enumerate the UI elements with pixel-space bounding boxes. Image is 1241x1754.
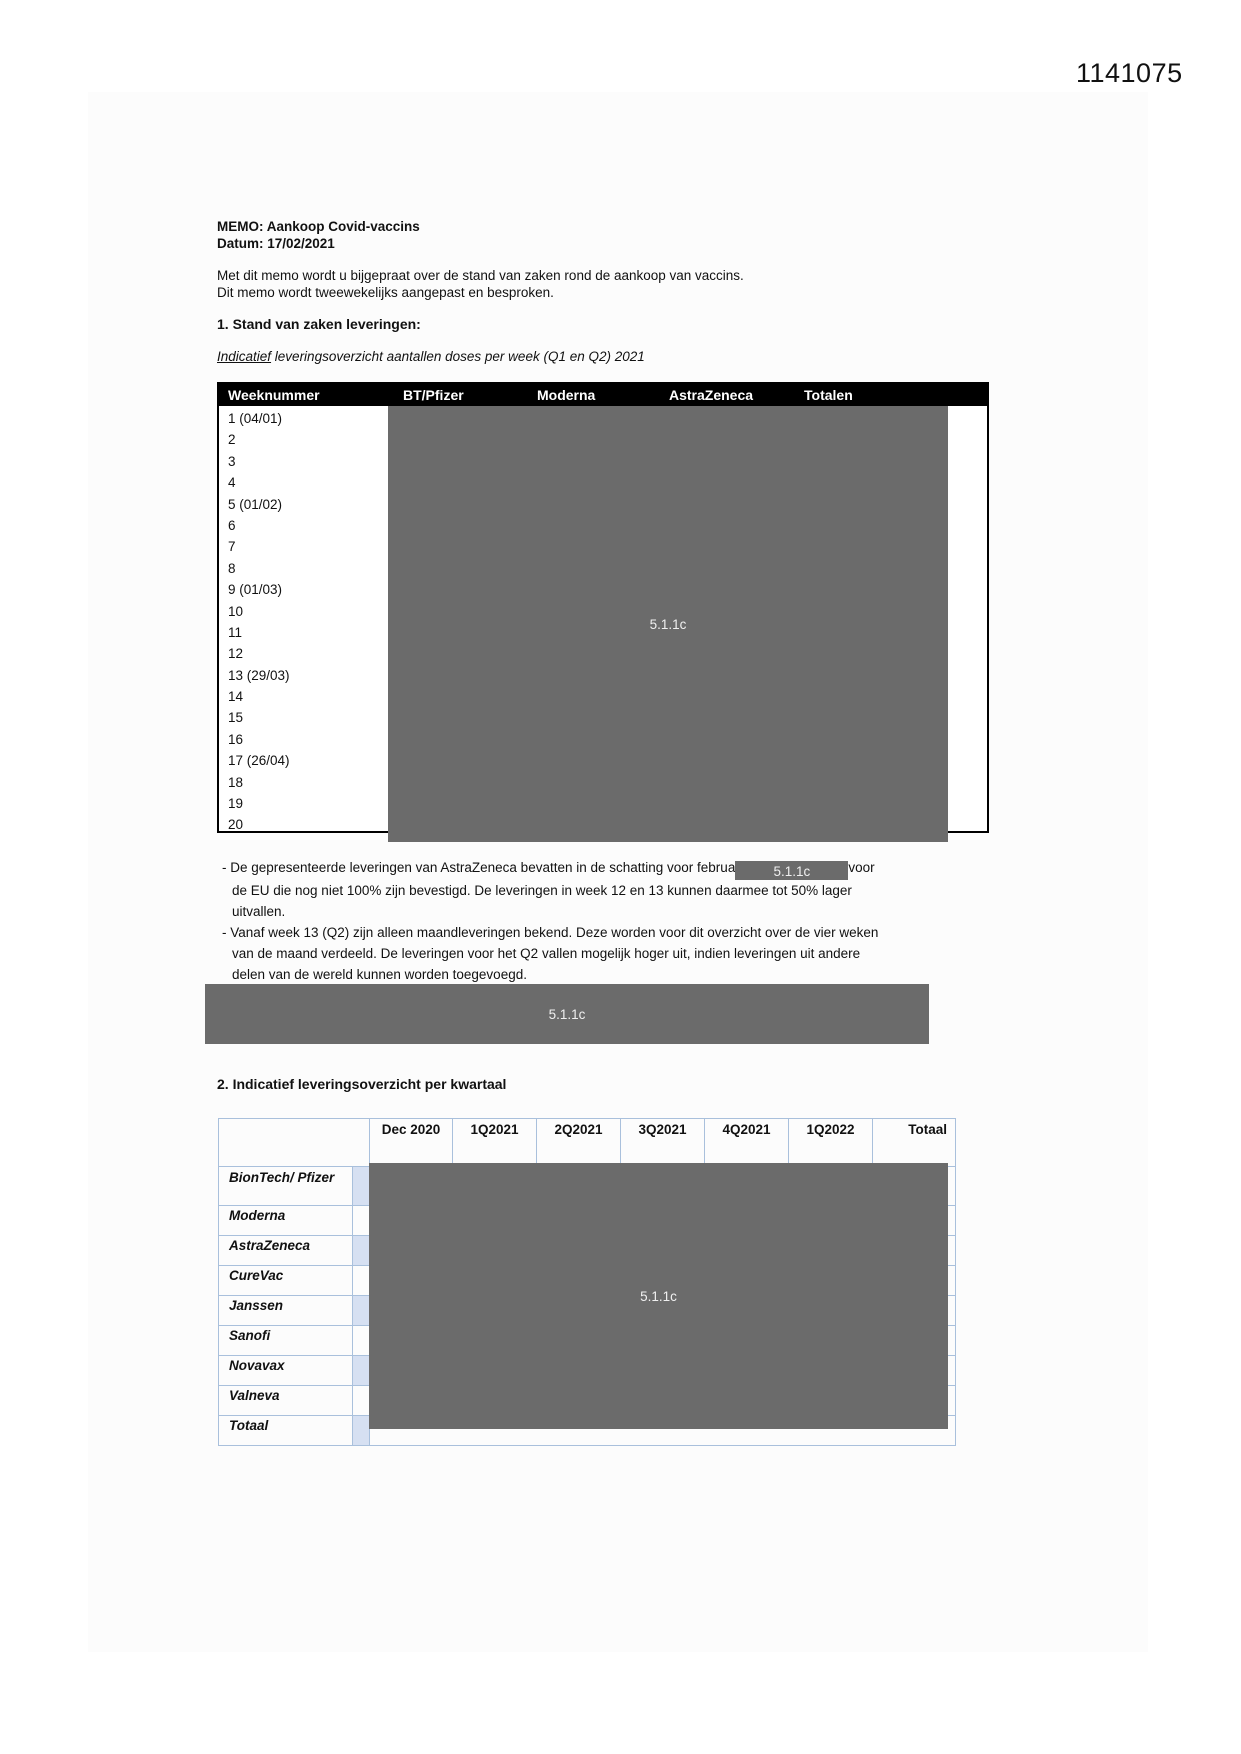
week-row: 19 bbox=[228, 796, 244, 812]
note-astrazeneca bbox=[222, 857, 942, 922]
note2-line2: van de maand verdeeld. De leveringen voor het Q2 vallen mogelijk hoger uit, indien leveringen uit andere bbox=[232, 946, 861, 961]
week-row: 7 bbox=[228, 539, 236, 555]
week-row: 2 bbox=[228, 432, 236, 448]
delivery-notes bbox=[222, 857, 942, 985]
memo-title: MEMO: Aankoop Covid-vaccins bbox=[217, 219, 420, 234]
week-row: 10 bbox=[228, 603, 244, 619]
header-empty bbox=[219, 1119, 370, 1167]
shade-cell bbox=[353, 1296, 370, 1326]
header-btpfizer: BT/Pfizer bbox=[403, 387, 464, 403]
plain-cell bbox=[353, 1326, 370, 1356]
header-astrazeneca: AstraZeneca bbox=[669, 387, 754, 403]
section1-heading: 1. Stand van zaken leveringen: bbox=[217, 316, 421, 332]
week-row: 16 bbox=[228, 731, 244, 747]
header-totalen: Totalen bbox=[804, 387, 853, 403]
week-row: 6 bbox=[228, 517, 236, 533]
plain-cell bbox=[353, 1206, 370, 1236]
header-1q2022: 1Q2022 bbox=[789, 1119, 873, 1167]
row-label: Totaal bbox=[219, 1416, 353, 1446]
weekly-table-header bbox=[219, 384, 987, 406]
quarterly-header-row bbox=[219, 1119, 956, 1167]
note1-text-b: voor bbox=[848, 860, 875, 875]
quarterly-table-redaction bbox=[369, 1163, 948, 1429]
week-row: 12 bbox=[228, 646, 244, 662]
week-row: 15 bbox=[228, 710, 244, 726]
intro-line-2: Dit memo wordt tweewekelijks aangepast en besproken. bbox=[217, 285, 554, 300]
note1-text-a: - De gepresenteerde leveringen van AstraZeneca bevatten in de schatting voor februa bbox=[222, 860, 736, 875]
memo-header bbox=[217, 218, 420, 252]
week-row: 20 bbox=[228, 817, 244, 833]
caption-underlined: Indicatief bbox=[217, 349, 272, 364]
shade-cell bbox=[353, 1167, 370, 1206]
memo-date: Datum: 17/02/2021 bbox=[217, 236, 335, 251]
week-list bbox=[228, 408, 290, 836]
week-row: 8 bbox=[228, 560, 236, 576]
row-label: Janssen bbox=[219, 1296, 353, 1326]
redaction-label: 5.1.1c bbox=[649, 616, 687, 632]
table-caption bbox=[217, 349, 645, 364]
note1-line3: uitvallen. bbox=[232, 904, 286, 919]
header-4q2021: 4Q2021 bbox=[705, 1119, 789, 1167]
inline-redaction: 5.1.1c bbox=[735, 861, 848, 880]
row-label: BionTech/ Pfizer bbox=[219, 1167, 353, 1206]
week-row: 17 (26/04) bbox=[228, 753, 290, 769]
row-label: Moderna bbox=[219, 1206, 353, 1236]
header-moderna: Moderna bbox=[537, 387, 596, 403]
shade-cell bbox=[353, 1236, 370, 1266]
note1-line2: de EU die nog niet 100% zijn bevestigd. De leveringen in week 12 en 13 kunnen daarmee tot 50% lager bbox=[232, 883, 852, 898]
header-dec2020: Dec 2020 bbox=[370, 1119, 453, 1167]
redaction-label: 5.1.1c bbox=[640, 1288, 677, 1304]
paragraph-redaction bbox=[205, 984, 929, 1044]
week-row: 1 (04/01) bbox=[228, 411, 283, 426]
header-weeknummer: Weeknummer bbox=[228, 387, 320, 403]
shade-cell bbox=[353, 1356, 370, 1386]
row-label: Valneva bbox=[219, 1386, 353, 1416]
row-label: AstraZeneca bbox=[219, 1236, 353, 1266]
week-row: 18 bbox=[228, 774, 244, 790]
week-row: 9 (01/03) bbox=[228, 582, 283, 598]
plain-cell bbox=[353, 1266, 370, 1296]
document-number: 1141075 bbox=[1076, 58, 1183, 88]
row-label: Sanofi bbox=[219, 1326, 353, 1356]
header-3q2021: 3Q2021 bbox=[621, 1119, 705, 1167]
plain-cell bbox=[353, 1386, 370, 1416]
week-row: 3 bbox=[228, 453, 236, 469]
week-row: 14 bbox=[228, 689, 244, 705]
weekly-table-redaction bbox=[388, 406, 948, 842]
header-1q2021: 1Q2021 bbox=[453, 1119, 537, 1167]
week-row: 13 (29/03) bbox=[228, 667, 290, 683]
section2-heading: 2. Indicatief leveringsoverzicht per kwartaal bbox=[217, 1076, 507, 1092]
note2-line1: - Vanaf week 13 (Q2) zijn alleen maandleveringen bekend. Deze worden voor dit overzicht over de vier weken bbox=[222, 925, 879, 940]
header-totaal: Totaal bbox=[873, 1119, 956, 1167]
shade-cell bbox=[353, 1416, 370, 1446]
note2-line3: delen van de wereld kunnen worden toegevoegd. bbox=[232, 967, 527, 982]
row-label: CureVac bbox=[219, 1266, 353, 1296]
caption-rest: leveringsoverzicht aantallen doses per week (Q1 en Q2) 2021 bbox=[271, 349, 645, 364]
week-row: 5 (01/02) bbox=[228, 496, 283, 512]
note-week13 bbox=[222, 922, 942, 985]
week-row: 4 bbox=[228, 475, 236, 491]
memo-intro bbox=[217, 267, 744, 301]
redaction-label: 5.1.1c bbox=[548, 1006, 586, 1022]
header-2q2021: 2Q2021 bbox=[537, 1119, 621, 1167]
week-row: 11 bbox=[228, 624, 243, 640]
intro-line-1: Met dit memo wordt u bijgepraat over de stand van zaken rond de aankoop van vaccins. bbox=[217, 268, 744, 283]
row-label: Novavax bbox=[219, 1356, 353, 1386]
